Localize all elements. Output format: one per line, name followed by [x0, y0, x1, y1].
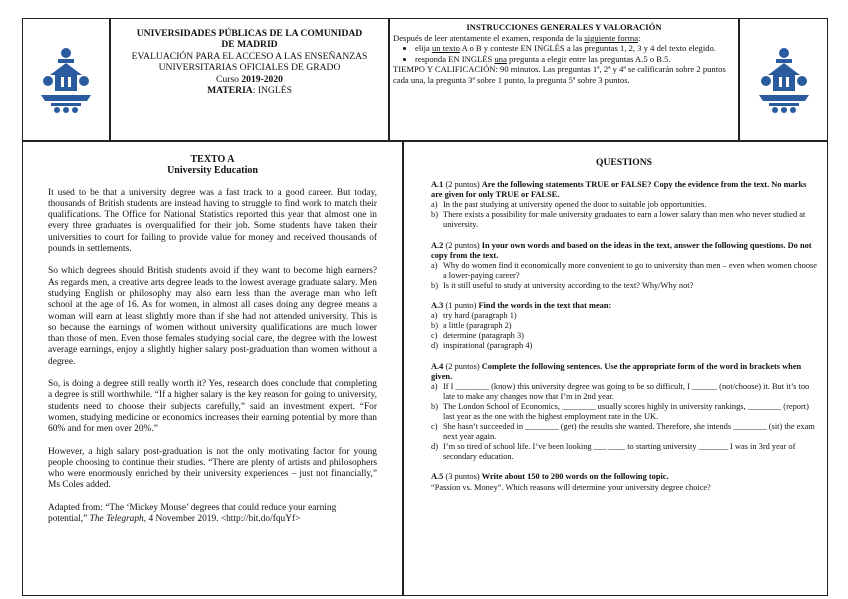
- title-line-3: EVALUACIÓN PARA EL ACCESO A LAS ENSEÑANZAS: [131, 50, 368, 62]
- question-item: a) Why do women find it economically more convenient to go to university than men – even when women choose a lower-paying career?: [431, 260, 817, 280]
- instructions-list: [393, 43, 735, 64]
- questions-column: [403, 141, 828, 596]
- question-a3-prompt: A.3 (1 punto) Find the words in the text that mean:: [431, 301, 612, 311]
- question-a1: [431, 180, 817, 230]
- title-line-4: UNIVERSITARIAS OFICIALES DE GRADO: [158, 62, 341, 74]
- text-a-title: TEXTO A: [190, 154, 235, 165]
- instructions-title: INSTRUCCIONES GENERALES Y VALORACIÓN: [466, 22, 662, 32]
- question-a2-prompt: A.2 (2 puntos) In your own words and based on the ideas in the text, answer the following questions. Do not copy from the text.: [431, 240, 812, 260]
- text-a-subtitle: University Education: [167, 165, 258, 177]
- question-a3: [431, 301, 817, 351]
- university-logo-right: [739, 18, 828, 141]
- curso-line: Curso 2019-2020: [216, 73, 283, 85]
- question-item: c) She hasn’t succeeded in ________ (get) the results she wanted. Therefore, she intends ________ (sit) the exam next year again.: [431, 422, 815, 442]
- text-a-source: Adapted from: “The ‘Mickey Mouse’ degrees that could reduce your earning potential,” The Telegraph, 4 November 2019. <http://bit.do/fquYf>: [48, 502, 337, 525]
- question-a2: [431, 241, 817, 291]
- text-a-paragraph-4: However, a high salary post-graduation is not the only motivating factor for young people choosing to continue their studies. “There are plenty of artists and philosophers who were enormously enriched by their university experiences – just not financially,” Ms Coles added.: [48, 446, 377, 491]
- question-item: b) The London School of Economics, ________ usually scores highly in university rankings, ________ (report) last year as the one with the highest employment rate in the UK.: [431, 401, 809, 421]
- question-item: b) Is it still useful to study at university according to the text? Why/Why not?: [431, 280, 694, 290]
- title-line-1: UNIVERSIDADES PÚBLICAS DE LA COMUNIDAD: [136, 28, 363, 39]
- question-item: d) inspirational (paragraph 4): [431, 341, 533, 351]
- question-item: c) determine (paragraph 3): [431, 331, 524, 341]
- questions-title: QUESTIONS: [596, 157, 652, 168]
- exam-header: [22, 18, 828, 141]
- university-logo-left: [22, 18, 110, 141]
- materia-line: MATERIA: INGLÉS: [207, 85, 292, 97]
- question-a4-prompt: A.4 (2 puntos) Complete the following sentences. Use the appropriate form of the word in brackets when given.: [431, 361, 802, 381]
- question-item: a) try hard (paragraph 1): [431, 311, 517, 321]
- question-a5-prompt: A.5 (3 puntos) Write about 150 to 200 words on the following topic.: [431, 472, 669, 482]
- instructions-intro: Después de leer atentamente el examen, responda de la siguiente forma:: [393, 32, 641, 43]
- question-item: b) There exists a possibility for male university graduates to earn a lower salary than men who never studied at university.: [431, 210, 806, 230]
- instruction-item: • responda EN INGLÉS una pregunta a elegir entre las preguntas A.5 o B.5.: [415, 54, 735, 65]
- crest-icon: [37, 45, 95, 115]
- question-a5-topic: “Passion vs. Money”. Which reasons will determine your university degree choice?: [431, 482, 711, 492]
- instruction-item: • elija un texto A o B y conteste EN INGLÉS a las preguntas 1, 2, 3 y 4 del texto elegido.: [415, 43, 735, 54]
- text-a-paragraph-1: It used to be that a university degree was a fast track to a good career. But today, thousands of British students are instead having to struggle to find work to match their qualifications. The Office for National Statistics reported this year that almost one in every three graduates is overqualified for their job. Some students have taken their universities to court for failing to provide value for money and received thousands of pounds in settlements.: [48, 187, 377, 255]
- title-line-2: DE MADRID: [221, 39, 278, 51]
- question-item: a) In the past studying at university opened the door to suitable job opportunities.: [431, 200, 707, 210]
- question-a1-prompt: A.1 (2 puntos) Are the following statements TRUE or FALSE? Copy the evidence from the text. No marks are given for only TRUE or FALSE.: [431, 180, 807, 200]
- question-a4: [431, 362, 817, 463]
- instructions-box: [389, 18, 739, 141]
- text-a-column: [22, 141, 403, 596]
- question-item: d) I’m so tired of school life. I’ve been looking ___ ____ to starting university _______ I was in 3rd year of secondary education.: [431, 442, 796, 462]
- instructions-time: TIEMPO Y CALIFICACIÓN: 90 minutos. Las preguntas 1ª, 2ª y 4ª se calificarán sobre 2 puntos cada una, la pregunta 3ª sobre 1 punto, la pregunta 5ª sobre 3 puntos.: [393, 64, 726, 85]
- crest-icon: [755, 45, 813, 115]
- text-a-paragraph-2: So which degrees should British students avoid if they want to become high earners? As regards men, a creative arts degree leads to the lowest average graduate salary. Men studying English or philosophy may also earn less than the average man who left school at the age of 16. As for women, in almost all cases doing any degree means a woman will earn at least slightly more than if she had not attended university. This is so because the earnings of women without university qualifications are much lower than those of men. Even those females studying social care, the degree with the lowest average earnings, enjoy a slightly higher salary post-graduation than women without a degree.: [48, 266, 377, 367]
- question-item: b) a little (paragraph 2): [431, 321, 512, 331]
- university-title-box: [110, 18, 389, 141]
- question-a5: [431, 472, 817, 492]
- question-item: a) If I ________ (know) this university degree was going to be so difficult, I ______ (not/choose) it. But it’s too late to make any changes now that I’m in 2nd year.: [431, 381, 810, 401]
- text-a-paragraph-3: So, is doing a degree still really worth it? Yes, research does conclude that completing a degree is still worthwhile. “If a higher salary is the key reason for going to university, students need to choose their subjects carefully,” said an investment expert. “For women, studying medicine or economics increases their earning potential by more than 60% and for men over 20%.”: [48, 379, 377, 435]
